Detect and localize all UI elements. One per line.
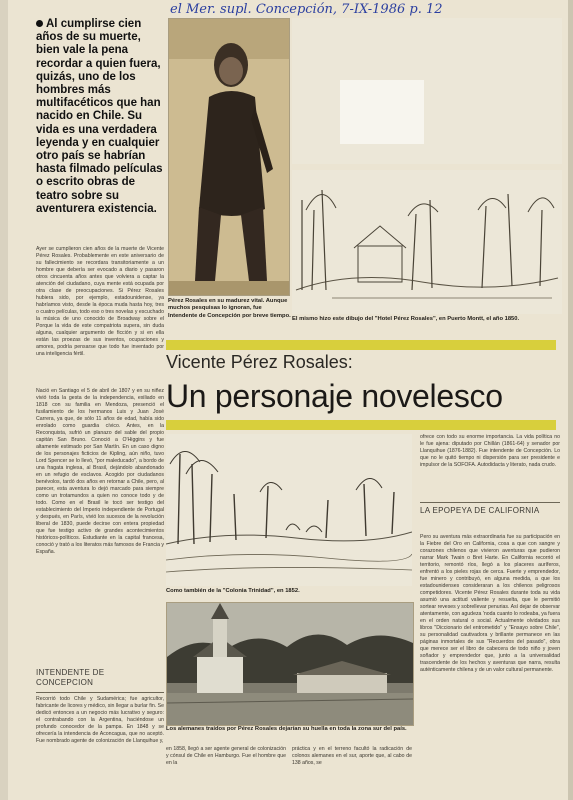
bottom-column3-text: práctica y en el terreno facultó la radicación de colonos alemanes en el sur, aporte que, al cabo de 138 años, se	[292, 746, 412, 766]
church-photo-image	[167, 603, 413, 725]
hotel-sketch-caption: El mismo hizo este dibujo del "Hotel Pérez Rosales", en Puerto Montt, el año 1850.	[292, 316, 520, 322]
colonia-trinidad-caption: Como también de la "Colonia Trinidad", en 1852.	[166, 588, 300, 594]
column1-body-c: Recorrió todo Chile y Sudamérica; fue agricultor, fabricante de licores y médico, sin llegar a burlar fin. Se dedicó entonces a un negocio más lucrativo y seguro: el contrabando con la Argentina, haciéndose un profundo conocedor de la pampa. En 1848 y se ofrecería la intendencia de Aconcagua, que no aceptó. Fue nombrado agente de colonización de Llanquihue y,	[36, 696, 164, 744]
section-heading-epopeya: LA EPOPEYA DE CALIFORNIA	[420, 506, 540, 515]
section-rule-epopeya	[420, 502, 560, 503]
portrait-photo	[168, 18, 290, 296]
section-rule	[36, 692, 164, 693]
column1-body-b: Nació en Santiago el 5 de abril de 1807 y en su niñez vivió toda la gesta de la independencia, exiliado en 1818 con su familia en Mendoza, presenció el fusilamiento de los hermanos Luis y Juan José Carrera, ya que, de sólo 11 años de edad, había sido enrolado como guardia cívico. Antes, en la Reconquista, sufrió un planazo del sable del propio capitán San Bruno. Conoció a O'Higgins y fue altamente estimado por San Martín. En un caso digno de los personajes ficticios de Kipling, aún niño, tuvo Lord Spencer se lo llevó, "por maleducado", a bordo de una fragata inglesa, al Brasil, dejándolo abandonado en un refugio de esclavos. Acogido por ciudadanos benévolos, tardó dos años en retornar a Chile, pero, al parecer, esta aventura lo dejó marcado para siempre como un trotamundos a quien no conoce todo y de todo. Como en el Brasil le tocó ser testigo del establecimiento del Imperio independiente de Portugal y después, en París, vivió los sucesos de la revolución liberal de 1830, puede decirse con entera propiedad que fue testigo activo de grandes acontecimientos históricos-políticos. Estudiante en la capital francesa, conoció y trató a los literatos más famosos de Francia y España.	[36, 388, 164, 555]
bottom-column2-text: en 1858, llegó a ser agente general de colonización y cónsul de Chile en Hamburgo. Fue el hombre que en la	[166, 746, 286, 766]
church-photo-caption: Los alemanes traídos por Pérez Rosales dejarían su huella en toda la zona sur del país.	[166, 726, 407, 732]
column1-body-a: Ayer se cumplieron cien años de la muerte de Vicente Pérez Rosales. Probablemente en este aniversario de su fallecimiento se recordara transitoriamente a un hombre que debería ser evocado a diario y pasaron otros cincuenta años antes que volviera a captar la atención del ciudadano, cuya mente está ocupada por otra clase de preocupaciones. Si Pérez Rosales hubiera sido, por ejemplo, estadounidense, ya habríamos visto, desde la época muda hasta hoy, tres o cuatro películas, todo eso o tres novelas y escuchado la música de uno conocido de Broadway sobre el Porque la vida de este compatriota supera, sin duda alguna, cualquier argumento de ficción y si en ella están las proezas de sus inventos, ocupaciones y amores, podría pensarse que todo fue inventado por una inteligencia fértil.	[36, 246, 164, 357]
colonia-trinidad-illustration	[166, 434, 412, 586]
highlight-patch	[340, 80, 424, 144]
bullet-icon	[36, 20, 43, 27]
article-title-main: Un personaje novelesco	[166, 378, 503, 414]
article-title-line1: Vicente Pérez Rosales:	[166, 352, 353, 372]
lead-text: Al cumplirse cien años de su muerte, bien vale la pena recordar a quien fuera, quizás, uno de los hombres más multifacéticos que han nacido en Chile. Su vida es una verdadera leyenda y en cualquier otro país se habrían hasta filmado películas o escrito obras de teatro sobre su aventurera existencia.	[36, 18, 163, 215]
hotel-sketch	[292, 170, 562, 314]
lead-paragraph	[36, 18, 164, 240]
portrait-caption: Pérez Rosales en su madurez vital. Aunque muchos pesquisas lo ignoran, fue Intendente de Concepción por breve tiempo.	[168, 298, 291, 319]
yellow-bar-top	[166, 340, 556, 350]
handwritten-reference-note: el Mer. supl. Concepción, 7-IX-1986 p. 12	[170, 2, 443, 17]
page-edge-right	[568, 0, 573, 800]
portrait-illustration	[169, 19, 289, 295]
yellow-bar-bottom	[166, 420, 556, 430]
section-heading-intendente: INTENDENTE DE CONCEPCION	[36, 668, 105, 687]
blank-area	[292, 18, 562, 164]
right-column-body-a: ofrece con todo su enorme importancia. La vida política no le fue ajena: diputado por Chillán (1861-64) y senador por Llanquihue (1876-1882). Fue intendente de Concepción. Lo que no le quitó tiempo ni dispersión para ser presidente e impulsor de la SOFOFA. Autodidacta y literato, nada crudo.	[420, 434, 560, 468]
page-edge-left	[0, 0, 8, 800]
colonia-trinidad-drawing	[166, 434, 412, 586]
hotel-sketch-drawing	[292, 170, 562, 314]
right-column-body-b: Pero su aventura más extraordinaria fue su participación en la Fiebre del Oro en California, cosa a que con sangre y corazones chilenos que vivieron aventuras que pudieron narrar Mark Twain o Bret Harte. En California recorrió el territorio, remontó ríos, llegó a los placeres auríferos, enfrentó a los pieles rojas de cerca. Fuerte y emprendedor, fue minero y contribuyó, en alguna medida, a que los estadounidenses consideraran a los chilenos peligrosos competidores. Vicente Pérez Rosales durante toda su vida asumió una actitud valiente y resuelta, que le permitió sortear reveses y sobrellevar penurias. Así dejar de observar atentamente, con agudeza 'noda cuanto lo rodeaba, ya fuera en el orden natural o social. Actualmente olvidados sus libros "Diccionario del entrometido" y "Ensayo sobre Chile", su personalidad cautivadora y brillante permanece en las páginas inmortales de sus "Recuerdos del pasado", obra que merece ser el libro de cabecera de todo niño y joven soñador y emprendedor que, junto a la universalidad trascendente de los hechos y aventuras que narra, resulta auténticamente chilena y de un valor cultural permanente.	[420, 534, 560, 673]
church-photo	[166, 602, 414, 726]
